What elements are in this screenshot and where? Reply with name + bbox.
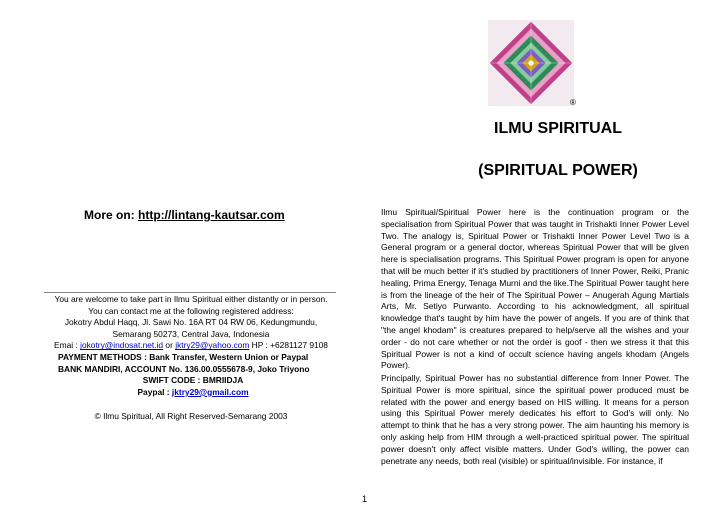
- registered-mark: ®: [570, 98, 576, 107]
- email-label: Emai :: [54, 340, 81, 351]
- paypal-line: [34, 387, 352, 399]
- page-number: 1: [362, 494, 368, 504]
- paypal-label: Paypal :: [137, 386, 172, 397]
- more-info: [84, 208, 285, 222]
- paypal-email-link[interactable]: jktry29@gmail.com: [171, 386, 249, 397]
- page-title: ILMU SPIRITUAL: [494, 120, 622, 137]
- payment-methods: PAYMENT METHODS : Bank Transfer, Western Union or Paypal: [58, 352, 309, 362]
- principles-paragraph: Principally, Spiritual Power has no substantial difference from Inner Power. The Spiritual Power is more spiritual, since the spiritual power produced must be related with the power and energy based on HIS willing. It means for a person using this Spiritual Power merely dedicates his effort to God's will only. No attempt to think that he has a very strong power. The aim haunting his memory is only asking help from HIM through a well-practiced spiritual power. The spiritual power doesn't only affect visible matters. Under God's willing, the power can penetrate any needs, both real (visible) or spiritual/invisible. For instance, if: [381, 373, 689, 466]
- contact-line: You can contact me at the following registered address:: [88, 305, 294, 316]
- payment-block: [58, 352, 352, 398]
- contact-email-line: [44, 340, 338, 352]
- phone-text: HP : +6281127 9108: [249, 340, 328, 351]
- contact-address: Jokotry Abdul Haqq, Jl. Sawi No. 16A RT 04 RW 06, Kedungmundu,: [64, 317, 318, 328]
- swift-code: SWIFT CODE : BMRIIDJA: [142, 375, 244, 386]
- website-link[interactable]: http://lintang-kautsar.com: [138, 208, 285, 222]
- or-text: or: [163, 340, 176, 351]
- email-link-yahoo[interactable]: jktry29@yahoo.com: [175, 340, 250, 351]
- page-subtitle: (SPIRITUAL POWER): [478, 162, 638, 179]
- contact-block: [44, 294, 338, 352]
- more-label: More on:: [84, 208, 138, 222]
- contact-intro: You are welcome to take part in Ilmu Spiritual either distantly or in person.: [54, 294, 328, 304]
- contact-city: Semarang 50273, Central Java, Indonesia: [112, 328, 270, 339]
- intro-paragraph: Ilmu Spiritual/Spiritual Power here is the continuation program or the specialisation from Spiritual Power that was taught in Trishakti Inner Power Level Two. The analogy is, Spiritual Power or Trishakti Inner Power Level Two is a General program or a general doctor, whereas Spiritual Power that will be given here is specialisation programs. This Spiritual Power program is open for anyone that will be much better if it's studied by practitioners of Inner Power, Reiki, Pranic healing, Prima Energy, Tenaga Murni and the like.The Spiritual Power taught here is from the lineage of the heir of The Spiritual Power – Anugerah Agung Martials Arts, Mr. Setiyo Purwanto. According to his acknowledgment, all spiritual knowledge that's taught by him have the power of angels. If you are of think that "the angel khodam" is creatures prepared to help/serve all the wishes and your order - do not care whether or not the order is goof - then we stress it that this Spiritual Power is not a kind of occult science having angels khodam (Angels Power).: [381, 207, 689, 371]
- ilmu-spiritual-logo: [488, 20, 574, 106]
- copyright: © Ilmu Spiritual, All Right Reserved-Semarang 2003: [94, 411, 288, 421]
- bank-account: BANK MANDIRI, ACCOUNT No. 136.00.0555678-9, Joko Triyono: [58, 363, 310, 374]
- email-link-indosat[interactable]: jokotry@indosat.net.id: [80, 340, 164, 351]
- divider: [44, 292, 336, 293]
